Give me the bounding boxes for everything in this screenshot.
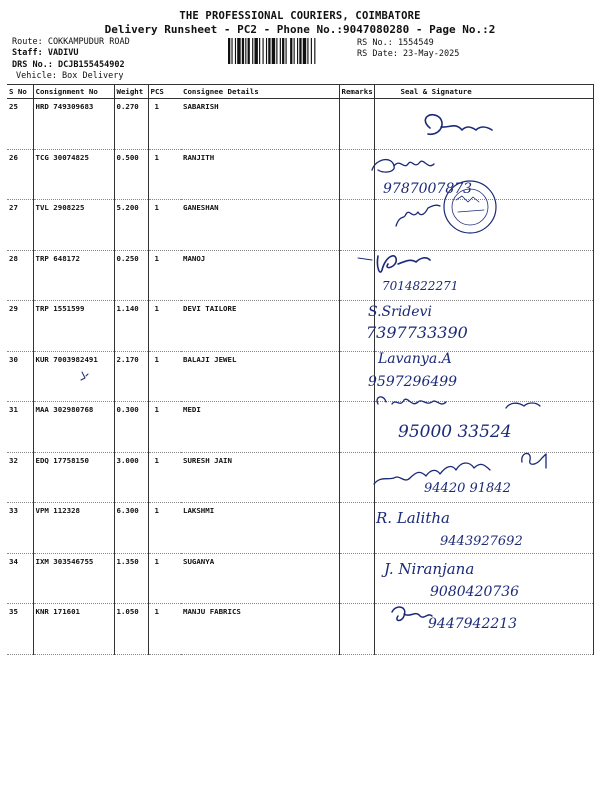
remarks-cell — [339, 503, 374, 554]
weight-cell: 6.300 — [114, 503, 148, 554]
handwritten-phone: 94420 91842 — [424, 481, 511, 496]
sno-cell: 33 — [7, 503, 33, 554]
remarks-cell — [339, 99, 374, 150]
consignment-no-cell: TRP 1551599 — [33, 301, 114, 352]
pcs-cell: 1 — [148, 503, 181, 554]
handwritten-phone: 9447942213 — [428, 616, 518, 632]
consignment-no-cell: IXM 303546755 — [33, 553, 114, 604]
consignee-cell: RANJITH — [181, 149, 339, 200]
route-label: Route: COKKAMPUDUR ROAD — [12, 37, 130, 47]
consignment-no-cell: MAA 302980768 — [33, 402, 114, 453]
table-row — [7, 553, 593, 604]
sno-cell: 29 — [7, 301, 33, 352]
weight-cell: 1.140 — [114, 301, 148, 352]
remarks-cell — [339, 149, 374, 200]
consignee-cell: MEDI — [181, 402, 339, 453]
consignee-cell: SUGANYA — [181, 553, 339, 604]
consignee-cell: MANJU FABRICS — [181, 604, 339, 655]
handwritten-phone: 9080420736 — [430, 584, 520, 600]
pcs-cell: 1 — [148, 250, 181, 301]
weight-cell: 0.300 — [114, 402, 148, 453]
weight-cell: 1.050 — [114, 604, 148, 655]
drs-number: DRS No.: DCJB155454902 — [12, 60, 125, 70]
consignee-cell: SURESH JAIN — [181, 452, 339, 503]
signature-cell — [374, 351, 593, 402]
table-row — [7, 200, 593, 251]
rs-date: RS Date: 23-May-2025 — [357, 49, 460, 59]
handwritten-phone: 9787007873 — [383, 181, 473, 197]
vehicle-label: Vehicle: Box Delivery — [16, 71, 124, 81]
col-header-signature: Seal & Signature — [374, 85, 593, 99]
signature-cell — [374, 250, 593, 301]
consignment-no-cell: TCG 30074825 — [33, 149, 114, 200]
pcs-cell: 1 — [148, 200, 181, 251]
signature-cell — [374, 149, 593, 200]
table-header-row — [7, 85, 593, 99]
pcs-cell: 1 — [148, 452, 181, 503]
consignee-cell: MANOJ — [181, 250, 339, 301]
staff-label: Staff: VADIVU — [12, 48, 79, 58]
table-row — [7, 604, 593, 655]
weight-cell: 0.250 — [114, 250, 148, 301]
pcs-cell: 1 — [148, 553, 181, 604]
signature-cell — [374, 402, 593, 453]
consignment-no-cell: KNR 171601 — [33, 604, 114, 655]
remarks-cell — [339, 250, 374, 301]
pcs-cell: 1 — [148, 149, 181, 200]
pcs-cell: 1 — [148, 402, 181, 453]
handwritten-name: S.Sridevi — [368, 304, 432, 320]
sno-cell: 26 — [7, 149, 33, 200]
pcs-cell: 1 — [148, 351, 181, 402]
consignee-cell: GANESHAN — [181, 200, 339, 251]
weight-cell: 1.350 — [114, 553, 148, 604]
consignment-no-cell: TVL 2908225 — [33, 200, 114, 251]
runsheet-title: Delivery Runsheet - PC2 - Phone No.:9047080280 - Page No.:2 — [104, 23, 496, 36]
sno-cell: 30 — [7, 351, 33, 402]
sno-cell: 34 — [7, 553, 33, 604]
consignee-cell: DEVI TAILORE — [181, 301, 339, 352]
table-row — [7, 402, 593, 453]
table-row — [7, 452, 593, 503]
remarks-cell — [339, 200, 374, 251]
weight-cell: 3.000 — [114, 452, 148, 503]
pcs-cell: 1 — [148, 301, 181, 352]
weight-cell: 0.270 — [114, 99, 148, 150]
sno-cell: 35 — [7, 604, 33, 655]
handwritten-name: R. Lalitha — [376, 509, 450, 527]
signature-cell — [374, 99, 593, 150]
handwritten-name: J. Niranjana — [384, 560, 475, 578]
handwritten-name: Lavanya.A — [378, 351, 452, 367]
consignee-cell: BALAJI JEWEL — [181, 351, 339, 402]
table-row — [7, 301, 593, 352]
table-row — [7, 149, 593, 200]
sno-cell: 28 — [7, 250, 33, 301]
consignment-no-cell: VPM 112328 — [33, 503, 114, 554]
sno-cell: 25 — [7, 99, 33, 150]
sno-cell: 32 — [7, 452, 33, 503]
col-header-consignment: Consignment No — [33, 85, 114, 99]
remarks-cell — [339, 452, 374, 503]
remarks-cell — [339, 301, 374, 352]
table-row — [7, 250, 593, 301]
weight-cell: 0.500 — [114, 149, 148, 200]
col-header-weight: Weight — [114, 85, 148, 99]
handwritten-phone: 9443927692 — [440, 534, 523, 549]
pcs-cell: 1 — [148, 99, 181, 150]
weight-cell: 2.170 — [114, 351, 148, 402]
col-header-sno: S No — [7, 85, 33, 99]
sno-cell: 27 — [7, 200, 33, 251]
col-header-remarks: Remarks — [339, 85, 374, 99]
handwritten-phone: 95000 33524 — [398, 422, 512, 442]
signature-cell — [374, 604, 593, 655]
company-name: THE PROFESSIONAL COURIERS, COIMBATORE — [179, 10, 421, 22]
table-row — [7, 351, 593, 402]
consignment-no-cell: KUR 7003982491 — [33, 351, 114, 402]
remarks-cell — [339, 402, 374, 453]
signature-cell — [374, 452, 593, 503]
signature-cell — [374, 301, 593, 352]
handwritten-phone: 9597296499 — [368, 374, 458, 390]
consignment-no-cell: EDQ 17758150 — [33, 452, 114, 503]
table-row — [7, 99, 593, 150]
handwritten-phone: 7014822271 — [382, 279, 459, 293]
consignment-no-cell: HRD 749309683 — [33, 99, 114, 150]
barcode-icon — [228, 38, 352, 64]
col-header-consignee: Consignee Details — [181, 85, 339, 99]
consignment-no-cell: TRP 648172 — [33, 250, 114, 301]
signature-cell — [374, 553, 593, 604]
signature-cell — [374, 200, 593, 251]
sno-cell: 31 — [7, 402, 33, 453]
handwritten-phone: 7397733390 — [366, 323, 468, 342]
pcs-cell: 1 — [148, 604, 181, 655]
consignee-cell: SABARISH — [181, 99, 339, 150]
col-header-pcs: PCS — [148, 85, 181, 99]
rs-number: RS No.: 1554549 — [357, 38, 434, 48]
consignee-cell: LAKSHMI — [181, 503, 339, 554]
signature-cell — [374, 503, 593, 554]
weight-cell: 5.200 — [114, 200, 148, 251]
remarks-cell — [339, 553, 374, 604]
consignment-table — [7, 84, 594, 655]
remarks-cell — [339, 351, 374, 402]
table-row — [7, 503, 593, 554]
remarks-cell — [339, 604, 374, 655]
